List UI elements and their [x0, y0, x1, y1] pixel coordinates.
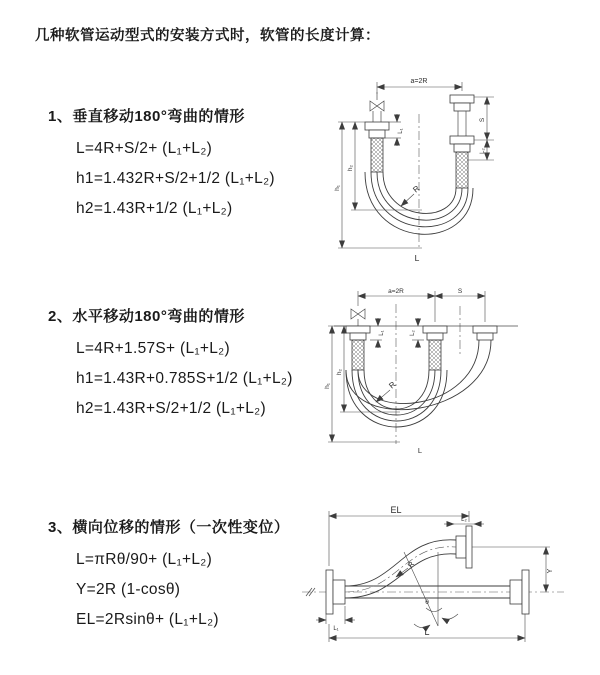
- formula-h2: h2=1.43R+S/2+1/2 (L₁+L₂): [76, 400, 266, 417]
- dimension-a2R: [358, 288, 485, 322]
- vertical-bend-drawing: [322, 70, 536, 264]
- dimension-L1: [370, 318, 385, 348]
- horizontal-bend-drawing: [320, 284, 532, 456]
- middle-pipe-fitting: [423, 326, 447, 370]
- dim-l1-label: L₁: [398, 128, 404, 134]
- dim-l1-label: L₁: [379, 330, 385, 336]
- dim-h2-label: h₂: [347, 164, 354, 172]
- dimension-S: [474, 97, 494, 140]
- diagram-horizontal-180-bend: [320, 284, 532, 456]
- page-title: 几种软管运动型式的安装方式时，软管的长度计算：: [35, 28, 380, 44]
- dim-s-label: S: [457, 288, 463, 295]
- dim-el-label: EL: [390, 505, 402, 515]
- dim-h1-label: h₁: [334, 185, 341, 191]
- length-label: L: [417, 446, 423, 455]
- dim-h1-label: h₁: [324, 383, 331, 389]
- dimension-L2: [410, 318, 424, 348]
- formula-L: L=πRθ/90+ (L₁+L₂): [76, 551, 213, 568]
- right-pipe-fitting: [473, 326, 497, 340]
- angle-label: θ: [425, 599, 429, 606]
- section-3-heading: 3、横向位移的情形（一次性变位）: [48, 519, 290, 536]
- braided-hose-section: [371, 138, 383, 172]
- radius-callout: [401, 184, 422, 206]
- diagram-lateral-displacement: [296, 502, 588, 657]
- section-vertical-movement: [48, 105, 275, 224]
- dim-a2R-label: a=2R: [410, 78, 428, 85]
- formula-L: L=4R+1.57S+ (L₁+L₂): [76, 340, 230, 357]
- dimension-L1: [316, 606, 355, 632]
- dim-h2-label: h₂: [336, 368, 343, 376]
- radius-label: R: [405, 559, 417, 570]
- valve-icon: [370, 92, 384, 111]
- section-lateral-displacement: [48, 516, 289, 635]
- left-pipe-fitting: [326, 570, 345, 614]
- dimension-L2: [444, 517, 484, 524]
- dim-y-label: Y: [547, 568, 554, 574]
- radius-callout: [376, 380, 398, 402]
- radius-label: R: [411, 183, 422, 195]
- dim-l2-label: L₂: [410, 330, 416, 336]
- left-pipe-fitting: [365, 111, 389, 172]
- right-pipe-fitting: [450, 95, 474, 188]
- braided-hose-section: [429, 340, 441, 370]
- braided-hose-section: [352, 340, 364, 370]
- formula-h1: h1=1.43R+0.785S+1/2 (L₁+L₂): [76, 370, 293, 387]
- upper-pipe-fitting: [456, 526, 472, 568]
- formula-Y: Y=2R (1-cosθ): [76, 581, 181, 598]
- formula-h1: h1=1.432R+S/2+1/2 (L₁+L₂): [76, 170, 275, 187]
- dimension-S: [435, 288, 485, 296]
- dim-l2-label: L₂: [461, 517, 467, 523]
- dimension-L: [329, 614, 525, 642]
- length-label: L: [424, 627, 430, 637]
- lateral-displacement-drawing: [296, 502, 588, 657]
- section-horizontal-movement: [48, 305, 293, 424]
- dim-l1-label: L₁: [333, 626, 339, 632]
- formula-EL: EL=2Rsinθ+ (L₁+L₂): [76, 611, 219, 628]
- valve-icon: [351, 309, 365, 326]
- length-label: L: [414, 253, 420, 263]
- diagram-vertical-180-bend: [322, 70, 536, 264]
- dimension-a2R: [377, 78, 462, 94]
- dimension-EL: [329, 505, 469, 566]
- right-pipe-fitting: [510, 570, 529, 614]
- braided-hose-section: [456, 152, 468, 188]
- formula-h2: h2=1.43R+1/2 (L₁+L₂): [76, 200, 233, 217]
- dim-l2-label: L₂: [480, 148, 486, 154]
- section-1-heading: 1、垂直移动180°弯曲的情形: [48, 108, 245, 125]
- dim-a2R-label: a=2R: [388, 288, 404, 295]
- radius-label: R: [387, 379, 398, 391]
- section-2-heading: 2、水平移动180°弯曲的情形: [48, 308, 245, 325]
- formula-L: L=4R+S/2+ (L₁+L₂): [76, 140, 213, 157]
- displaced-hose: [345, 540, 456, 598]
- left-pipe-fitting: [346, 326, 370, 370]
- dim-s-label: S: [479, 117, 486, 123]
